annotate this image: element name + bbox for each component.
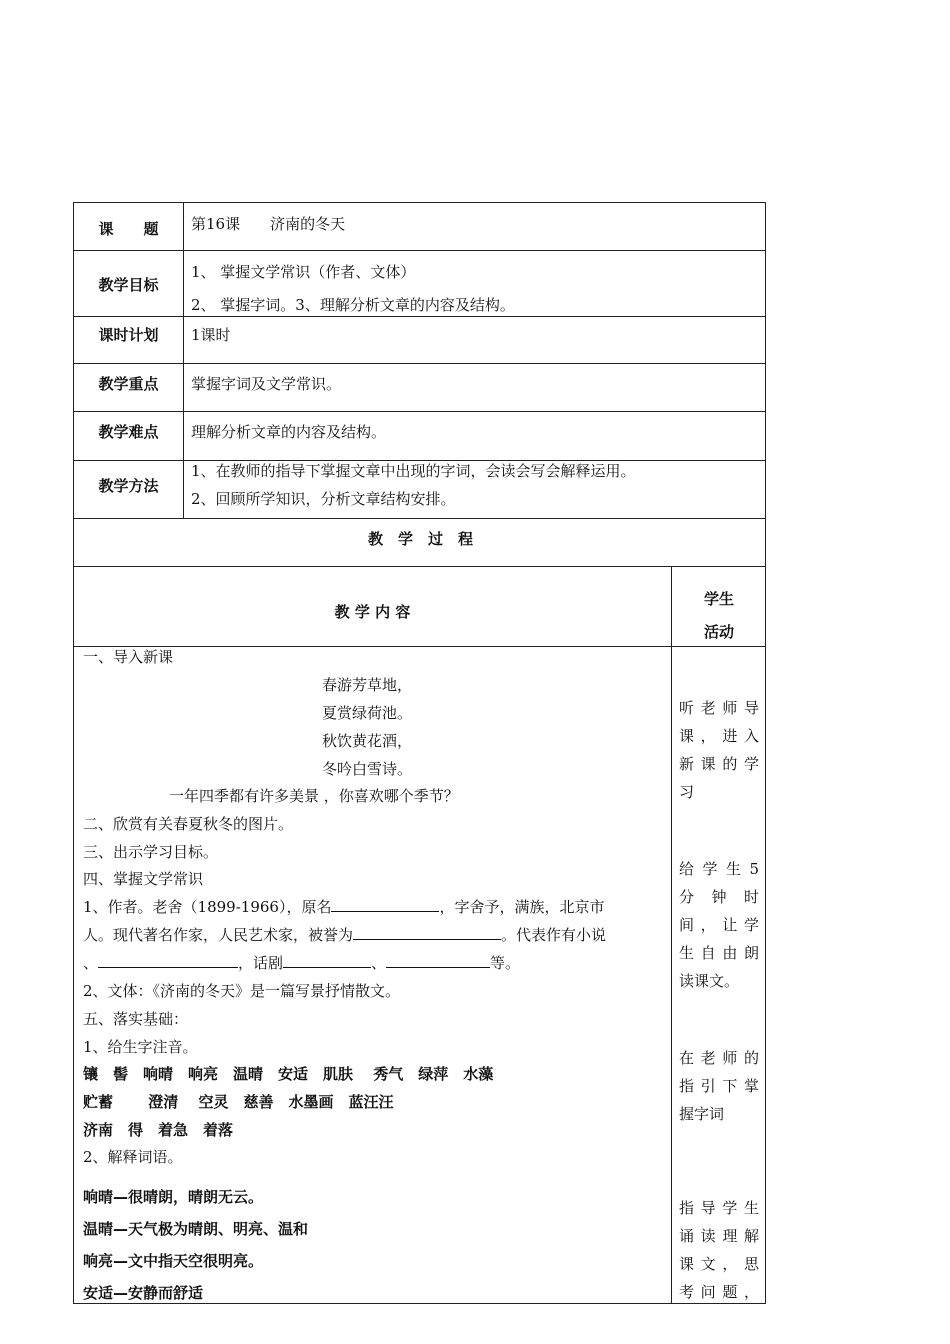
season-question: 一年四季都有许多美景 ，你喜欢哪个季节？ xyxy=(169,787,459,805)
row-divider xyxy=(74,363,765,364)
value-goals-2: 2、 掌握字词。3、理解分析文章的内容及结构。 xyxy=(191,296,515,314)
value-difficulties: 理解分析文章的内容及结构。 xyxy=(191,423,387,441)
author-text: 人。现代著名作家，人民艺术家，被誉为 xyxy=(83,926,354,944)
row-divider xyxy=(74,566,765,567)
activity-line: 新课的学 xyxy=(679,755,759,773)
value-goals-1: 1、 掌握文学常识（作者、文体） xyxy=(191,263,416,281)
author-line-2 xyxy=(83,925,606,945)
row-divider xyxy=(74,250,765,251)
label-key-points: 教学重点 xyxy=(98,375,159,393)
value-methods-1: 1、在教师的指导下掌握文章中出现的字词，会读会写会解释运用。 xyxy=(191,462,636,480)
process-title: 教 学 过 程 xyxy=(367,530,473,548)
student-activity-intro xyxy=(679,694,759,806)
author-text: 、 xyxy=(371,954,387,972)
author-text: 、 xyxy=(83,954,99,972)
column-divider xyxy=(183,203,184,518)
activity-line: 课文，思 xyxy=(679,1255,759,1273)
content-header: 教 学 内 容 xyxy=(334,603,411,621)
activity-line: 诵读理解 xyxy=(679,1227,759,1245)
value-schedule: 1课时 xyxy=(191,326,231,344)
student-header-line: 学生 xyxy=(703,590,734,608)
vocab-line: 贮蓄 澄清 空灵 慈善 水墨画 蓝汪汪 xyxy=(83,1093,394,1111)
section-goals: 三、出示学习目标。 xyxy=(83,843,219,861)
section-intro: 一、导入新课 xyxy=(83,648,174,666)
author-text: ，话剧 xyxy=(238,954,284,972)
row-divider xyxy=(74,316,765,317)
student-header-line: 活动 xyxy=(703,623,734,641)
blank-novel xyxy=(98,953,238,968)
activity-line: 分钟时 xyxy=(679,888,759,906)
label-topic: 课 题 xyxy=(98,220,159,238)
author-text: ，字舍予，满族，北京市 xyxy=(439,898,605,916)
definition-line: 温晴—天气极为晴朗、明亮、温和 xyxy=(83,1220,309,1238)
row-divider xyxy=(74,646,765,647)
row-divider xyxy=(74,411,765,412)
label-schedule: 课时计划 xyxy=(98,326,159,344)
student-activity-vocab xyxy=(679,1044,759,1128)
activity-line: 指导学生 xyxy=(679,1199,759,1217)
definition-line: 安适—安静而舒适 xyxy=(83,1284,204,1302)
activity-line: 在老师的 xyxy=(679,1049,759,1067)
vocab-line: 济南 得 着急 着落 xyxy=(83,1121,234,1139)
value-methods-2: 2、回顾所学知识，分析文章结构安排。 xyxy=(191,490,456,508)
poem-line: 冬吟白雪诗。 xyxy=(322,760,413,778)
genre-line: 2、文体：《济南的冬天》是一篇写景抒情散文。 xyxy=(83,982,401,1000)
author-text: 1、作者。老舍（1899-1966），原名 xyxy=(83,898,332,916)
phonetic-task: 1、给生字注音。 xyxy=(83,1038,198,1056)
label-difficulties: 教学难点 xyxy=(98,423,159,441)
section-basics: 五、落实基础： xyxy=(83,1010,189,1028)
definition-line: 响晴—很晴朗，晴朗无云。 xyxy=(83,1188,264,1206)
student-header xyxy=(671,583,767,649)
poem-line: 春游芳草地， xyxy=(322,676,413,694)
activity-line: 间，让学 xyxy=(679,916,759,934)
definition-line: 响亮—文中指天空很明亮。 xyxy=(83,1252,264,1270)
poem-line: 秋饮黄花酒， xyxy=(322,732,413,750)
value-topic: 第16课 济南的冬天 xyxy=(191,215,346,233)
author-line-1 xyxy=(83,897,604,917)
blank-drama-2 xyxy=(386,953,490,968)
label-methods: 教学方法 xyxy=(98,477,159,495)
section-literature: 四、掌握文学常识 xyxy=(83,870,204,888)
activity-line: 读课文。 xyxy=(679,972,740,990)
section-pictures: 二、欣赏有关春夏秋冬的图片。 xyxy=(83,815,294,833)
explain-task: 2、解释词语。 xyxy=(83,1148,183,1166)
blank-original-name xyxy=(331,897,439,912)
lesson-plan-table xyxy=(73,202,766,1304)
activity-line: 握字词 xyxy=(679,1105,725,1123)
activity-line: 听老师导 xyxy=(679,699,759,717)
author-text: 等。 xyxy=(490,954,521,972)
author-text: 。代表作有小说 xyxy=(501,926,607,944)
activity-line: 给学生5 xyxy=(679,860,759,878)
activity-line: 指引下掌 xyxy=(679,1077,759,1095)
row-divider xyxy=(74,518,765,519)
column-divider xyxy=(671,566,672,1304)
activity-line: 考问题， xyxy=(679,1283,759,1301)
activity-line: 生自由朗 xyxy=(679,944,759,962)
poem-line: 夏赏绿荷池。 xyxy=(322,704,413,722)
activity-line: 课，进入 xyxy=(679,727,759,745)
student-activity-reading xyxy=(679,855,759,995)
vocab-line: 镶 髻 响晴 响亮 温晴 安适 肌肤 秀气 绿萍 水藻 xyxy=(83,1065,494,1083)
student-activity-recite xyxy=(679,1194,759,1306)
blank-title xyxy=(353,925,501,940)
blank-drama-1 xyxy=(283,953,371,968)
author-line-3 xyxy=(83,953,520,973)
label-goals: 教学目标 xyxy=(98,276,159,294)
value-key-points: 掌握字词及文学常识。 xyxy=(191,375,342,393)
activity-line: 习 xyxy=(679,783,695,801)
